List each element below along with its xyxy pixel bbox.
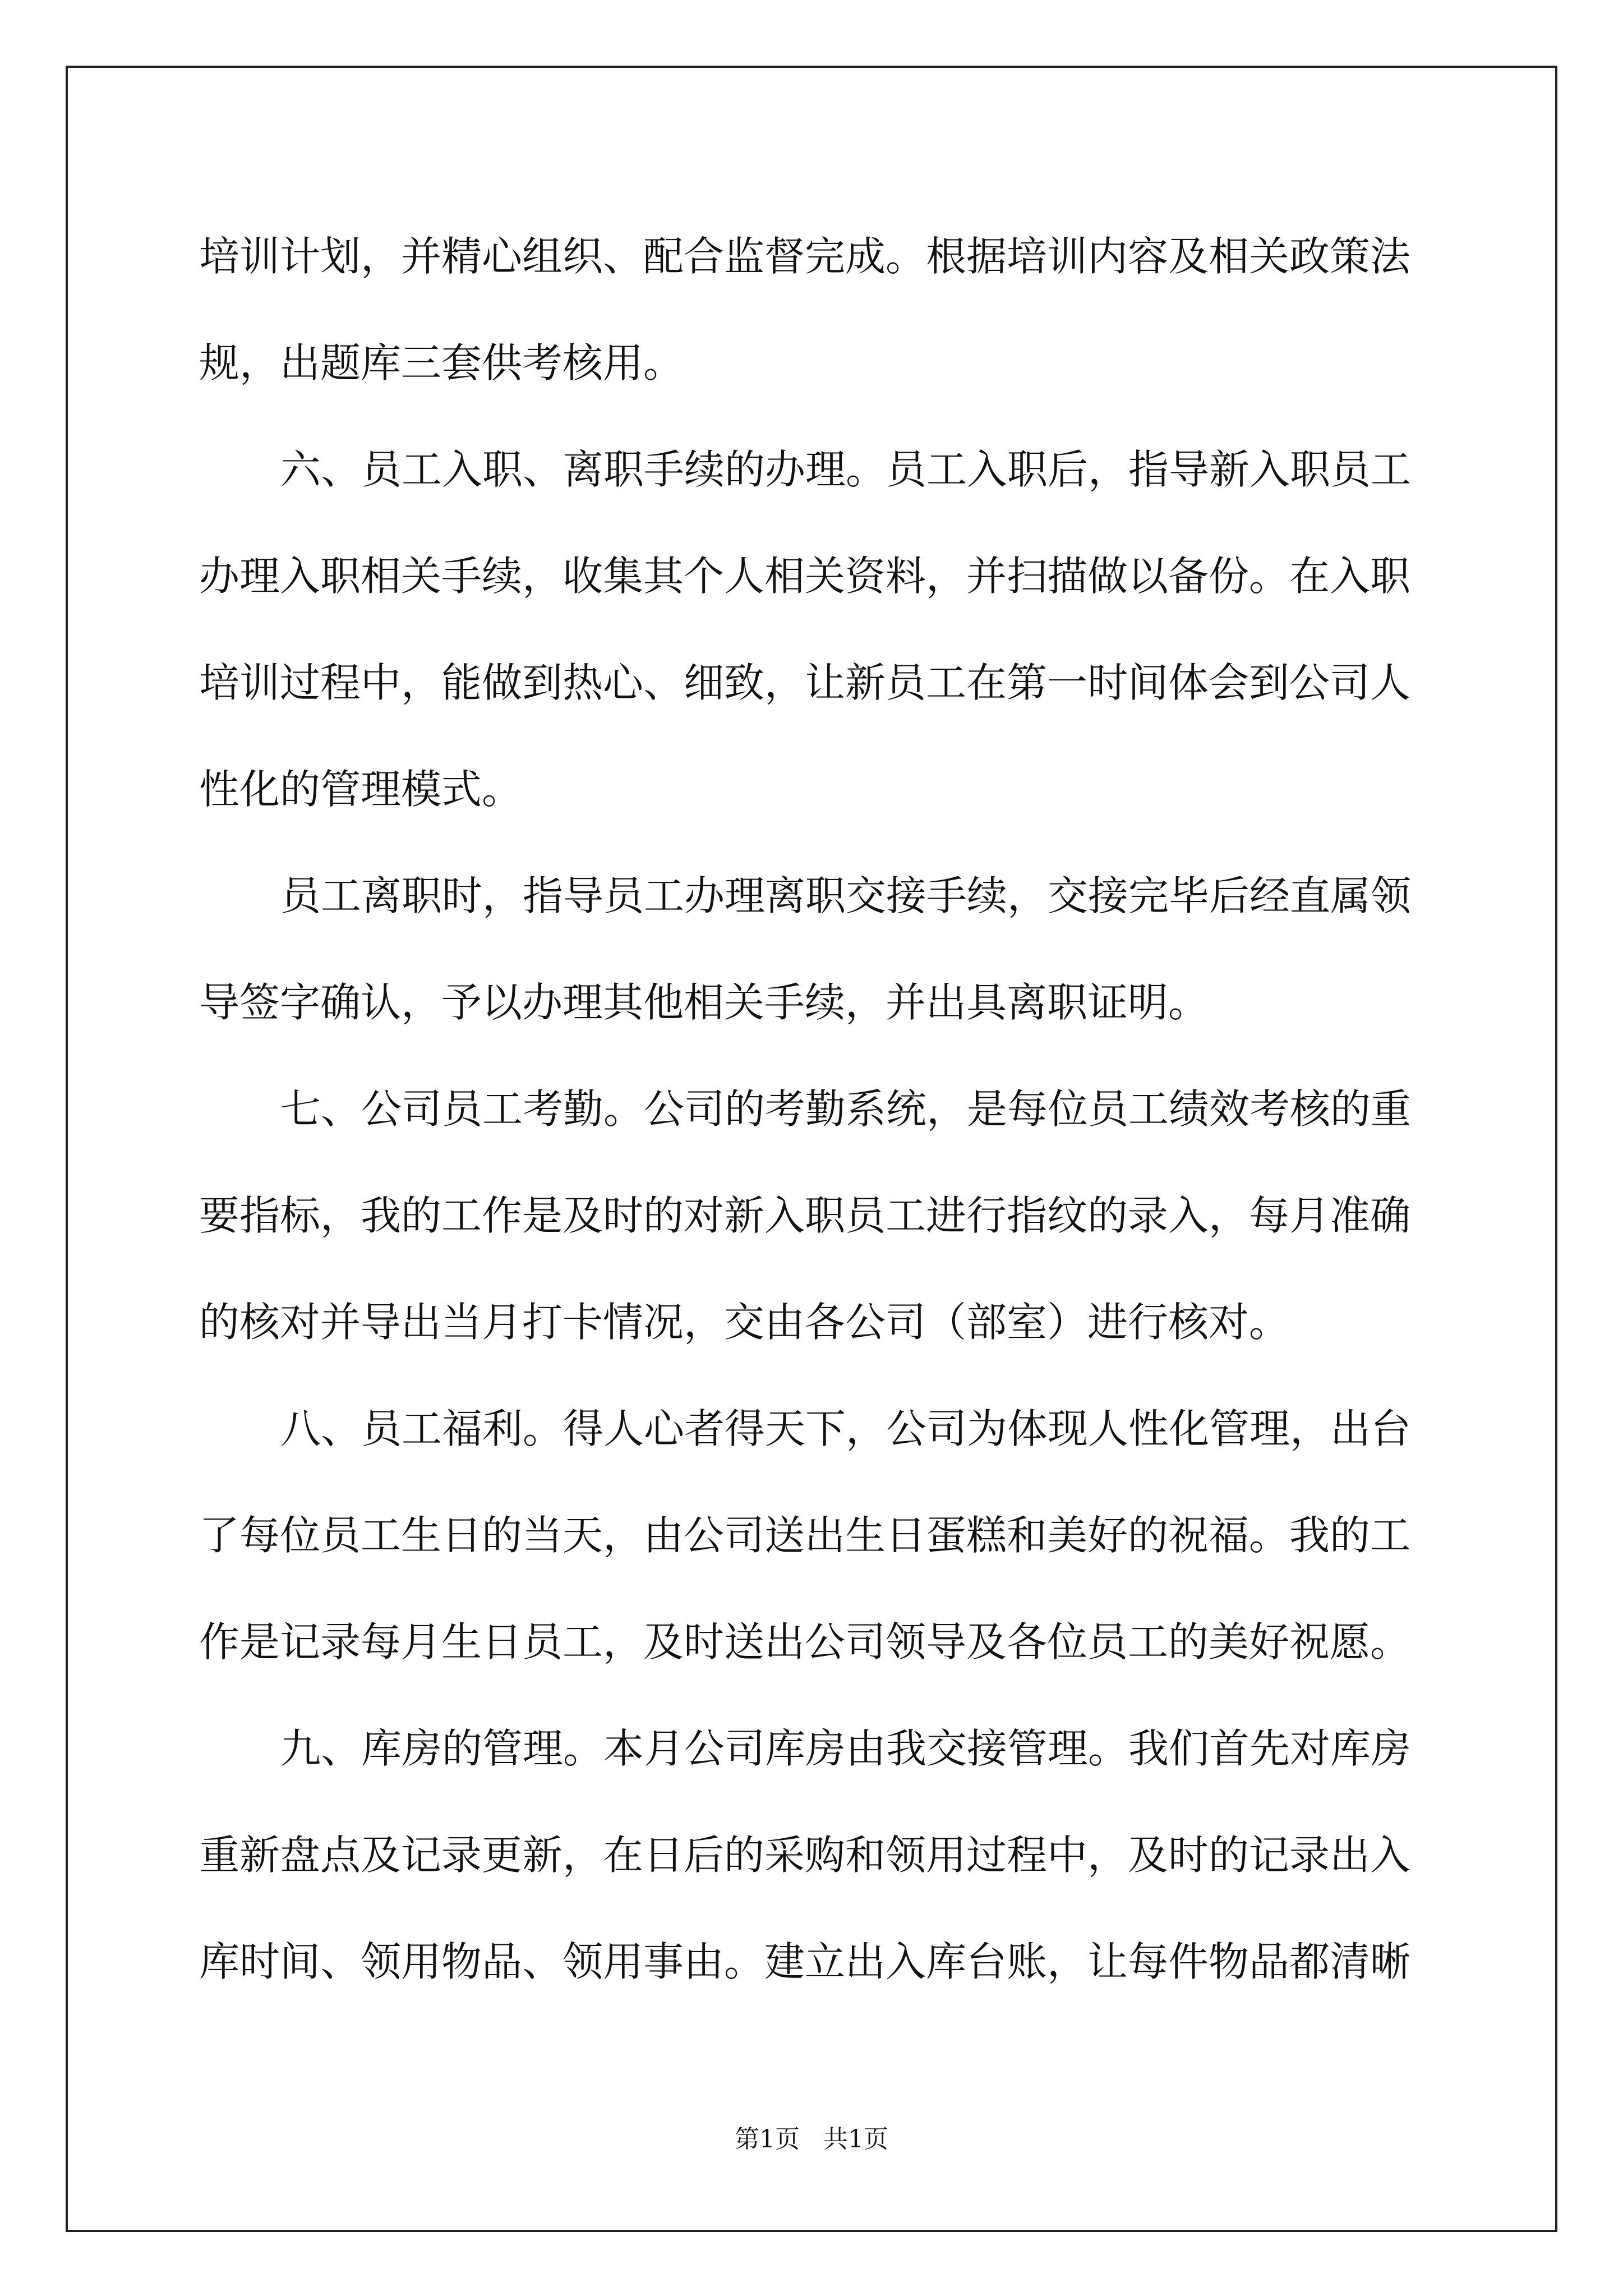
- text-line: 九、库房的管理。本月公司库房由我交接管理。我们首先对库房: [280, 1725, 1412, 1772]
- text-line: 八、员工福利。得人心者得天下，公司为体现人性化管理，出台: [280, 1405, 1412, 1452]
- page-number: 第1页: [735, 2125, 800, 2154]
- text-line: 重新盘点及记录更新，在日后的采购和领用过程中，及时的记录出入: [199, 1832, 1411, 1879]
- text-line: 规，出题库三套供考核用。: [199, 339, 684, 386]
- text-line: 员工离职时，指导员工办理离职交接手续，交接完毕后经直属领: [280, 872, 1412, 919]
- text-line: 六、员工入职、离职手续的办理。员工入职后，指导新入职员工: [280, 446, 1412, 493]
- page-total: 共1页: [823, 2125, 888, 2154]
- text-line: 了每位员工生日的当天，由公司送出生日蛋糕和美好的祝福。我的工: [199, 1512, 1411, 1559]
- text-line: 的核对并导出当月打卡情况，交由各公司（部室）进行核对。: [199, 1299, 1290, 1346]
- text-line: 培训过程中，能做到热心、细致，让新员工在第一时间体会到公司人: [199, 659, 1411, 706]
- text-line: 办理入职相关手续，收集其个人相关资料，并扫描做以备份。在入职: [199, 553, 1411, 600]
- text-line: 要指标，我的工作是及时的对新入职员工进行指纹的录入，每月准确: [199, 1192, 1411, 1239]
- text-line: 库时间、领用物品、领用事由。建立出入库台账，让每件物品都清晰: [199, 1938, 1411, 1985]
- page-footer: [0, 2123, 1623, 2156]
- text-line: 七、公司员工考勤。公司的考勤系统，是每位员工绩效考核的重: [280, 1085, 1412, 1133]
- document-body: [199, 203, 1427, 2015]
- text-line: 培训计划，并精心组织、配合监督完成。根据培训内容及相关政策法: [199, 233, 1411, 280]
- text-line: 导签字确认，予以办理其他相关手续，并出具离职证明。: [199, 979, 1209, 1026]
- text-line: 性化的管理模式。: [199, 766, 523, 813]
- text-line: 作是记录每月生日员工，及时送出公司领导及各位员工的美好祝愿。: [199, 1618, 1411, 1665]
